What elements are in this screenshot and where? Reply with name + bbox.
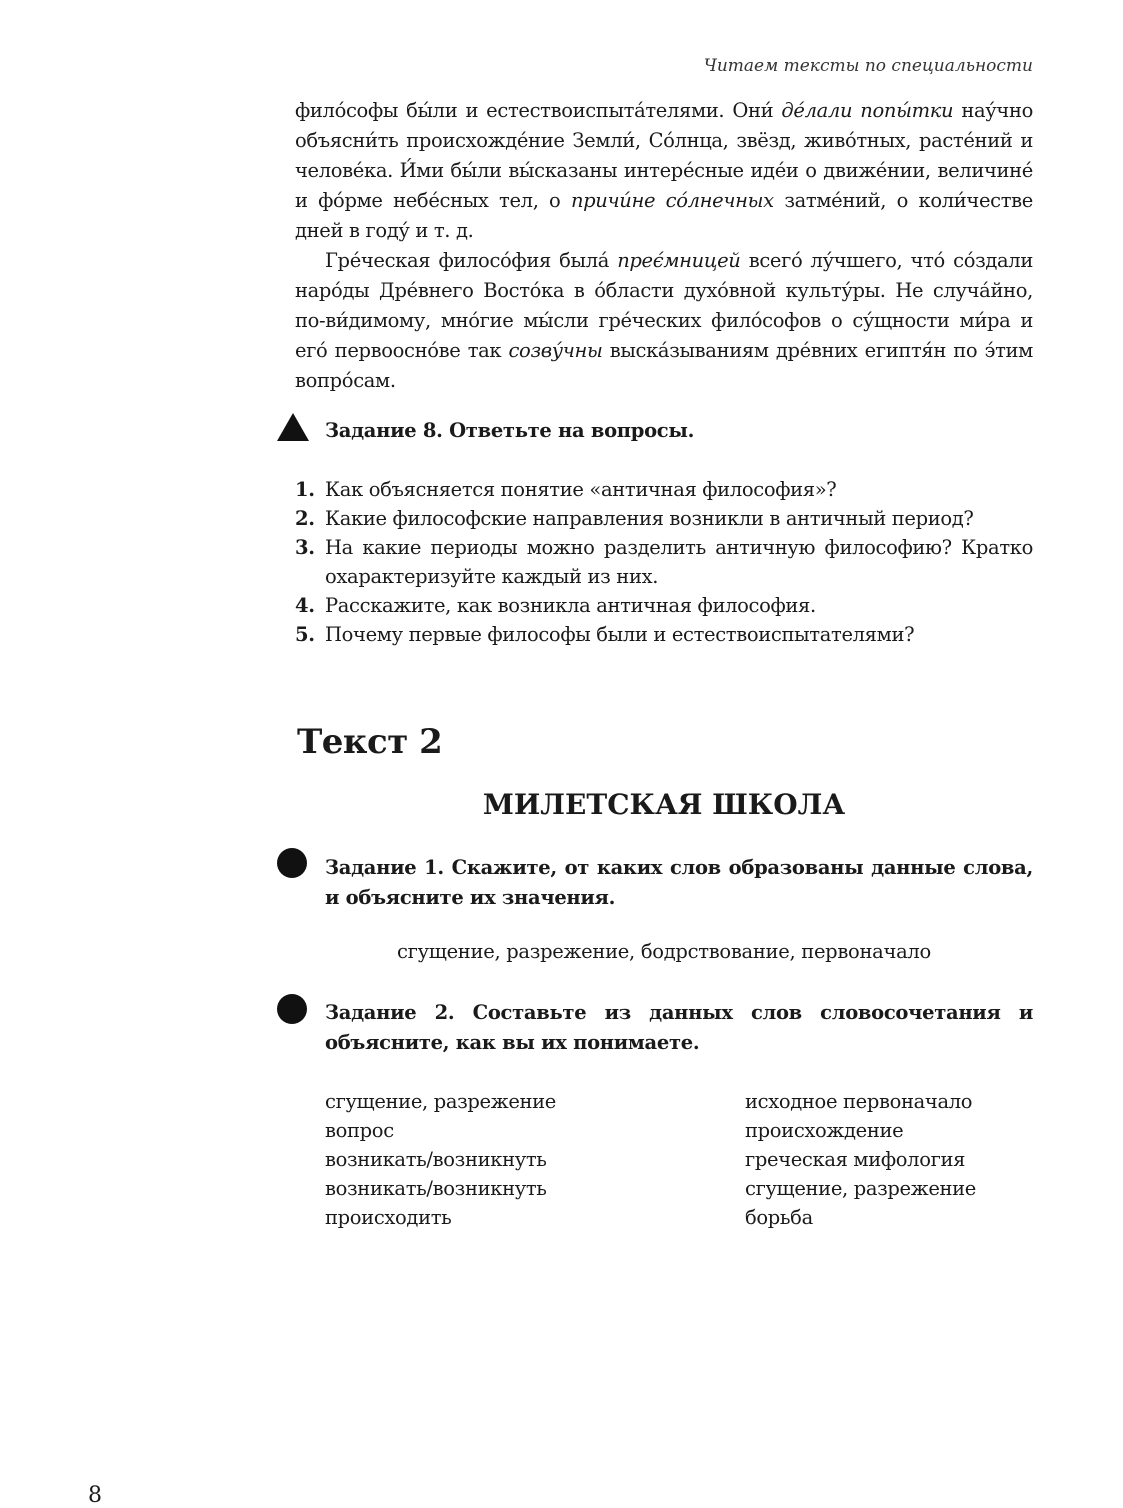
question-text: На какие периоды можно разделить античную философию? Кратко охарактеризуйте каждый из них. [325,536,1033,588]
paragraph-1-text-b: нау́чно объясни́ть происхожде́ние Земли́, Со́лнца, звёзд, живо́тных, расте́ний и челове́ка. И́ми бы́ли вы́сказаны интере́сные иде́и о движе́нии, величине́ и фо́рме небе́сных тел, о [295,99,1033,212]
question-number: 5. [295,623,315,646]
word-item: вопрос [325,1119,394,1142]
question-number: 3. [295,536,315,559]
paragraph-1-italic-b: причи́не со́лнечных [570,189,774,212]
task-2-right-column [745,1087,976,1232]
word-item: сгущение, разрежение [325,1090,556,1113]
paragraph-1-italic-a: де́лали попы́тки [781,99,954,122]
text-2-title: Текст 2 [297,722,443,762]
paragraph-1 [295,96,1033,246]
task-8-question-list [295,475,1033,649]
task-1-word-list: сгущение, разрежение, бодрствование, первоначало [397,940,931,963]
paragraph-2-italic-b: созву́чны [508,339,603,362]
question-number: 4. [295,594,315,617]
word-item: исходное первоначало [745,1090,973,1113]
running-head: Читаем тексты по специальности [703,56,1033,76]
circle-marker-icon [277,848,307,878]
question-text: Почему первые философы были и естествоиспытателями? [325,623,915,646]
question-item [295,533,1033,591]
paragraph-2-italic-a: преє́мницей [617,249,741,272]
paragraph-2-text-b: всего́ лу́чшего, что́ со́здали наро́ды Дре́внего Восто́ка в о́бласти духо́вной культу́ры. Не случа́йно, по-ви́димому, мно́гие мы́сли гре́ческих фило́софов о су́щности ми́ра и его́ первоосно́ве так [295,249,1033,362]
question-text: Расскажите, как возникла античная философия. [325,594,816,617]
paragraph-2-text-a: Гре́ческая филосо́фия была́ [325,249,618,272]
task-1-heading: Задание 1. Скажите, от каких слов образованы данные слова, и объясните их значения. [325,856,1033,909]
question-number: 2. [295,507,315,530]
paragraph-1-text-c: затме́ний, о коли́честве дней в году́ и т. д. [295,189,1033,242]
paragraph-2-text-c: выска́зываниям дре́вних египтя́н по э́тим вопро́сам. [295,339,1033,392]
task-2-heading: Задание 2. Составьте из данных слов словосочетания и объясните, как вы их понимаете. [325,1001,1033,1054]
page-number: 8 [88,1483,102,1508]
circle-marker-icon [277,994,307,1024]
question-number: 1. [295,478,315,501]
question-item [295,591,1033,620]
word-item: борьба [745,1206,813,1229]
triangle-marker-icon [277,413,309,441]
word-item: возникать/возникнуть [325,1177,547,1200]
reading-text [295,96,1033,396]
question-text: Как объясняется понятие «античная философия»? [325,478,837,501]
question-text: Какие философские направления возникли в античный период? [325,507,974,530]
question-item [295,475,1033,504]
paragraph-1-text-a: фило́софы бы́ли и естествоиспыта́телями. Они́ [295,99,782,122]
word-item: происходить [325,1206,452,1229]
question-item [295,620,1033,649]
paragraph-2 [295,246,1033,396]
task-2-left-column [325,1087,556,1232]
word-item: сгущение, разрежение [745,1177,976,1200]
word-item: происхождение [745,1119,904,1142]
word-item: возникать/возникнуть [325,1148,547,1171]
question-item [295,504,1033,533]
task-8-heading: Задание 8. Ответьте на вопросы. [325,419,695,442]
section-title: МИЛЕТСКАЯ ШКОЛА [482,788,846,821]
word-item: греческая мифология [745,1148,966,1171]
